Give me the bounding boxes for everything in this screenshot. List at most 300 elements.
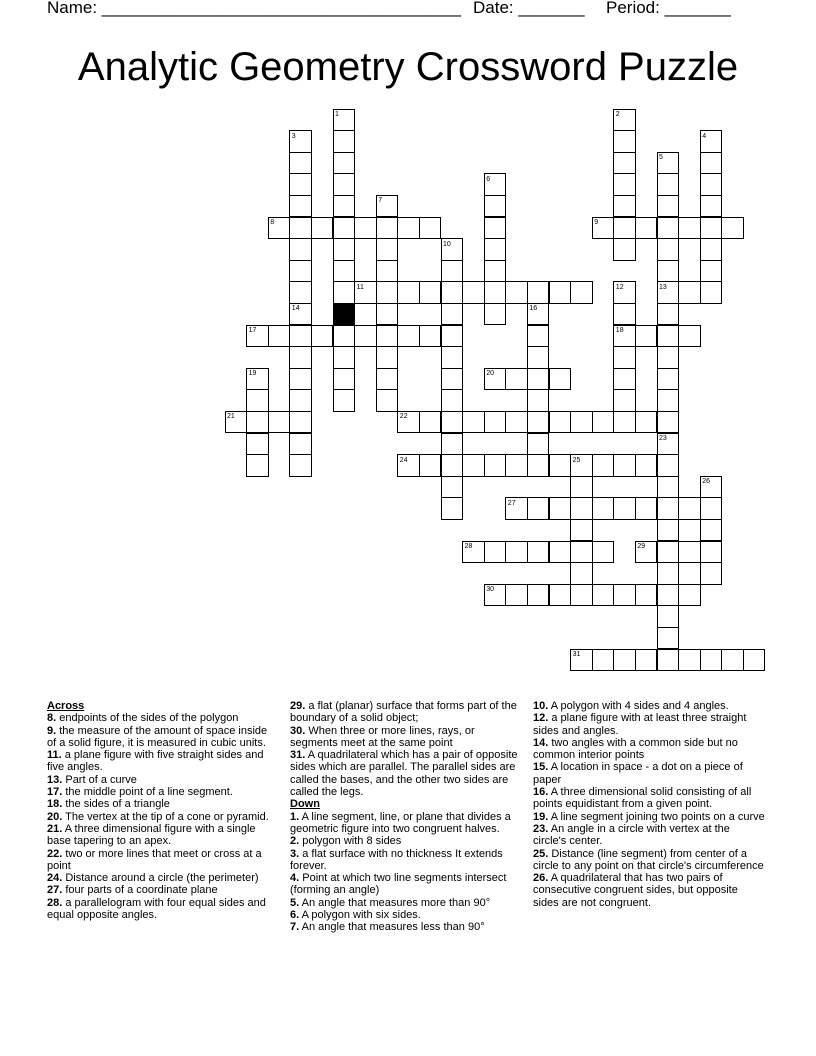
grid-cell[interactable] bbox=[505, 411, 528, 434]
period-field[interactable]: Period: _______ bbox=[606, 0, 731, 17]
grid-cell[interactable] bbox=[289, 281, 312, 304]
grid-cell[interactable] bbox=[613, 238, 636, 261]
grid-cell[interactable] bbox=[484, 454, 507, 477]
down-clue bbox=[290, 872, 522, 897]
grid-cell[interactable] bbox=[527, 433, 550, 456]
clue-number: 13 bbox=[659, 283, 667, 291]
grid-cell[interactable] bbox=[678, 217, 701, 240]
grid-cell[interactable] bbox=[613, 303, 636, 326]
across-clue bbox=[47, 884, 279, 896]
grid-cell[interactable] bbox=[311, 217, 334, 240]
across-clue bbox=[47, 872, 279, 884]
clue-text: A polygon with six sides. bbox=[299, 909, 421, 922]
clue-number: 2 bbox=[615, 111, 620, 118]
grid-cell[interactable] bbox=[700, 173, 723, 196]
clue-num: 7. bbox=[290, 921, 300, 934]
grid-cell[interactable] bbox=[635, 649, 658, 672]
grid-cell[interactable] bbox=[484, 238, 507, 261]
grid-cell[interactable] bbox=[743, 649, 766, 672]
grid-cell[interactable] bbox=[657, 476, 680, 499]
clue-num: 12. bbox=[533, 712, 549, 725]
clue-number: 4 bbox=[702, 132, 707, 140]
grid-cell[interactable] bbox=[700, 519, 723, 542]
grid-cell[interactable] bbox=[376, 238, 399, 261]
grid-cell[interactable] bbox=[635, 325, 658, 348]
across-heading: Across bbox=[47, 700, 85, 712]
grid-cell[interactable] bbox=[246, 389, 269, 412]
clue-num: 21. bbox=[47, 822, 63, 835]
clue-text: A quadrilateral which has a pair of opposite sides which are parallel. The parallel sides are called the bases, and the other two sides are called the legs. bbox=[290, 749, 518, 799]
grid-cell[interactable] bbox=[613, 195, 636, 218]
grid-cell[interactable] bbox=[657, 562, 680, 585]
grid-cell[interactable] bbox=[289, 217, 312, 240]
grid-cell[interactable] bbox=[333, 281, 356, 304]
clue-num: 13. bbox=[47, 773, 63, 786]
clue-text: Part of a curve bbox=[62, 773, 137, 786]
clue-text: a plane figure with five straight sides and five angles. bbox=[47, 749, 264, 774]
clue-text: a flat (planar) surface that forms part of the boundary of a solid object; bbox=[290, 700, 517, 725]
clue-text: A three dimensional figure with a single base tapering to an apex. bbox=[47, 822, 256, 848]
grid-cell[interactable] bbox=[592, 454, 615, 477]
grid-cell[interactable] bbox=[441, 281, 464, 304]
grid-cell[interactable] bbox=[592, 411, 615, 434]
clue-num: 20. bbox=[47, 810, 63, 823]
clue-num: 2. bbox=[290, 835, 300, 848]
grid-cell[interactable] bbox=[376, 260, 399, 283]
grid-cell[interactable] bbox=[289, 238, 312, 261]
down-clue bbox=[533, 761, 765, 786]
grid-cell[interactable] bbox=[592, 649, 615, 672]
clue-num: 19. bbox=[533, 810, 549, 823]
grid-cell[interactable] bbox=[592, 497, 615, 520]
clue-text: An angle that measures less than 90° bbox=[299, 921, 485, 934]
grid-cell[interactable] bbox=[376, 346, 399, 369]
grid-cell[interactable] bbox=[289, 433, 312, 456]
grid-cell[interactable] bbox=[419, 411, 442, 434]
grid-cell[interactable] bbox=[441, 433, 464, 456]
grid-cell[interactable] bbox=[527, 541, 550, 564]
grid-cell[interactable] bbox=[549, 454, 572, 477]
grid-cell[interactable] bbox=[527, 411, 550, 434]
across-clue bbox=[47, 848, 279, 873]
clue-column-1 bbox=[47, 700, 279, 921]
grid-cell[interactable] bbox=[376, 281, 399, 304]
clue-number: 26 bbox=[702, 478, 710, 486]
clue-number: 9 bbox=[594, 219, 599, 226]
grid-cell[interactable] bbox=[700, 217, 723, 240]
clue-text: a plane figure with at least three straight sides and angles. bbox=[533, 712, 747, 737]
grid-cell[interactable] bbox=[657, 605, 680, 628]
grid-cell[interactable] bbox=[376, 303, 399, 326]
across-clue bbox=[290, 749, 522, 798]
clue-number: 20 bbox=[486, 370, 494, 378]
clue-text: An angle in a circle with vertex at the circle's center. bbox=[533, 822, 730, 848]
clue-text: four parts of a coordinate plane bbox=[62, 884, 218, 897]
grid-cell[interactable] bbox=[246, 411, 269, 434]
grid-cell[interactable] bbox=[505, 584, 528, 607]
grid-cell[interactable] bbox=[657, 497, 680, 520]
grid-cell[interactable] bbox=[613, 411, 636, 434]
grid-cell[interactable] bbox=[527, 584, 550, 607]
clue-text: When three or more lines, rays, or segments meet at the same point bbox=[290, 724, 475, 749]
grid-cell[interactable] bbox=[592, 541, 615, 564]
grid-cell[interactable] bbox=[657, 389, 680, 412]
clue-text: Distance around a circle (the perimeter) bbox=[62, 872, 259, 885]
grid-cell[interactable] bbox=[657, 325, 680, 348]
grid-cell[interactable] bbox=[419, 454, 442, 477]
grid-cell[interactable] bbox=[333, 173, 356, 196]
down-clue bbox=[290, 835, 522, 847]
clue-text: A location in space - a dot on a piece of paper bbox=[533, 761, 743, 786]
across-clue bbox=[47, 774, 279, 786]
grid-cell[interactable] bbox=[657, 173, 680, 196]
clue-number: 22 bbox=[399, 413, 408, 421]
across-clue bbox=[290, 700, 522, 725]
grid-cell[interactable] bbox=[505, 541, 528, 564]
grid-cell[interactable] bbox=[721, 217, 744, 240]
grid-cell[interactable] bbox=[505, 281, 528, 304]
grid-cell[interactable] bbox=[397, 281, 420, 304]
grid-cell[interactable] bbox=[657, 584, 680, 607]
grid-cell[interactable] bbox=[700, 541, 723, 564]
down-clue bbox=[533, 848, 765, 873]
grid-cell[interactable] bbox=[700, 260, 723, 283]
grid-cell[interactable] bbox=[678, 649, 701, 672]
grid-cell[interactable] bbox=[657, 649, 680, 672]
grid-cell[interactable] bbox=[333, 152, 356, 175]
grid-cell[interactable] bbox=[289, 195, 312, 218]
grid-cell[interactable] bbox=[657, 368, 680, 391]
grid-cell[interactable] bbox=[484, 411, 507, 434]
grid-cell[interactable] bbox=[289, 346, 312, 369]
grid-cell[interactable] bbox=[613, 649, 636, 672]
clue-num: 4. bbox=[290, 872, 300, 885]
clue-text: A line segment, line, or plane that divides a geometric figure into two congruent halves. bbox=[290, 810, 511, 835]
grid-cell[interactable] bbox=[333, 238, 356, 261]
grid-cell[interactable] bbox=[376, 368, 399, 391]
across-clue bbox=[47, 749, 279, 774]
grid-cell[interactable] bbox=[700, 497, 723, 520]
grid-cell[interactable] bbox=[484, 217, 507, 240]
down-clue bbox=[533, 823, 765, 848]
clue-number: 24 bbox=[399, 456, 408, 464]
grid-cell[interactable] bbox=[613, 130, 636, 153]
clue-text: An angle that measures more than 90° bbox=[299, 896, 491, 909]
clue-num: 29. bbox=[290, 700, 306, 712]
page-title: Analytic Geometry Crossword Puzzle bbox=[77, 45, 739, 89]
grid-cell[interactable] bbox=[657, 411, 680, 434]
grid-cell[interactable] bbox=[441, 260, 464, 283]
grid-cell[interactable] bbox=[333, 130, 356, 153]
clue-num: 22. bbox=[47, 847, 63, 860]
across-clue bbox=[47, 725, 279, 750]
grid-cell[interactable] bbox=[419, 217, 442, 240]
clue-text: polygon with 8 sides bbox=[299, 835, 402, 848]
clue-num: 10. bbox=[533, 700, 549, 712]
grid-cell[interactable] bbox=[700, 562, 723, 585]
grid-cell[interactable] bbox=[635, 454, 658, 477]
clue-num: 23. bbox=[533, 822, 549, 835]
grid-cell[interactable] bbox=[441, 476, 464, 499]
grid-cell[interactable] bbox=[570, 476, 593, 499]
grid-cell[interactable] bbox=[613, 454, 636, 477]
grid-cell[interactable] bbox=[657, 238, 680, 261]
clue-number: 5 bbox=[659, 154, 663, 162]
grid-cell[interactable] bbox=[570, 519, 593, 542]
grid-cell[interactable] bbox=[441, 411, 464, 434]
grid-cell[interactable] bbox=[613, 368, 636, 391]
clue-number: 16 bbox=[529, 305, 538, 313]
clue-text: two or more lines that meet or cross at a point bbox=[47, 847, 262, 872]
clue-number: 8 bbox=[270, 219, 275, 226]
down-clue bbox=[290, 811, 522, 836]
clue-number: 25 bbox=[572, 456, 581, 464]
across-clue bbox=[47, 811, 279, 823]
clue-number: 27 bbox=[507, 499, 516, 507]
clue-number: 31 bbox=[572, 651, 581, 658]
grid-cell[interactable] bbox=[289, 325, 312, 348]
grid-cell[interactable] bbox=[246, 433, 269, 456]
across-clue bbox=[47, 798, 279, 810]
clue-text: A quadrilateral that has two pairs of consecutive congruent sides, but opposite sides are not congruent. bbox=[533, 872, 738, 909]
grid-cell[interactable] bbox=[657, 217, 680, 240]
grid-cell[interactable] bbox=[441, 325, 464, 348]
clue-text: Point at which two line segments intersect (forming an angle) bbox=[290, 872, 507, 897]
grid-cell[interactable] bbox=[268, 325, 291, 348]
clue-number: 28 bbox=[464, 543, 473, 550]
grid-cell[interactable] bbox=[484, 303, 507, 326]
clue-column-3 bbox=[533, 700, 765, 909]
down-clue bbox=[290, 909, 522, 921]
grid-cell[interactable] bbox=[441, 389, 464, 412]
grid-cell[interactable] bbox=[700, 649, 723, 672]
grid-cell[interactable] bbox=[549, 541, 572, 564]
clue-num: 6. bbox=[290, 909, 300, 922]
grid-cell[interactable] bbox=[613, 152, 636, 175]
grid-cell[interactable] bbox=[376, 217, 399, 240]
grid-cell[interactable] bbox=[289, 152, 312, 175]
clue-text: A line segment joining two points on a curve bbox=[548, 810, 765, 823]
grid-cell[interactable] bbox=[376, 389, 399, 412]
grid-cell[interactable] bbox=[333, 195, 356, 218]
grid-cell[interactable] bbox=[289, 389, 312, 412]
grid-cell[interactable] bbox=[441, 454, 464, 477]
across-clue bbox=[47, 897, 279, 922]
grid-cell[interactable] bbox=[549, 281, 572, 304]
grid-cell[interactable] bbox=[333, 368, 356, 391]
grid-cell[interactable] bbox=[570, 497, 593, 520]
grid-cell[interactable] bbox=[289, 454, 312, 477]
clue-number: 11 bbox=[356, 283, 364, 291]
grid-cell[interactable] bbox=[570, 541, 593, 564]
grid-cell[interactable] bbox=[613, 346, 636, 369]
across-clue bbox=[290, 725, 522, 750]
clue-num: 28. bbox=[47, 896, 63, 909]
date-field[interactable]: Date: _______ bbox=[473, 0, 585, 17]
grid-cell[interactable] bbox=[397, 325, 420, 348]
grid-cell[interactable] bbox=[505, 368, 528, 391]
grid-cell[interactable] bbox=[333, 346, 356, 369]
grid-cell[interactable] bbox=[678, 497, 701, 520]
grid-cell[interactable] bbox=[700, 281, 723, 304]
grid-cell[interactable] bbox=[527, 497, 550, 520]
grid-cell[interactable] bbox=[613, 389, 636, 412]
grid-cell[interactable] bbox=[657, 454, 680, 477]
grid-cell[interactable] bbox=[721, 649, 744, 672]
grid-cell[interactable] bbox=[635, 217, 658, 240]
grid-cell[interactable] bbox=[397, 217, 420, 240]
grid-cell[interactable] bbox=[657, 303, 680, 326]
down-clue bbox=[533, 737, 765, 762]
clue-num: 27. bbox=[47, 884, 63, 897]
clue-num: 15. bbox=[533, 761, 549, 774]
grid-cell[interactable] bbox=[462, 411, 485, 434]
grid-cell[interactable] bbox=[657, 541, 680, 564]
grid-cell[interactable] bbox=[700, 152, 723, 175]
clue-num: 5. bbox=[290, 896, 300, 909]
down-clue bbox=[290, 921, 522, 933]
grid-cell[interactable] bbox=[333, 389, 356, 412]
clue-num: 11. bbox=[47, 749, 62, 762]
clue-number: 12 bbox=[615, 283, 624, 291]
grid-cell[interactable] bbox=[246, 454, 269, 477]
grid-cell[interactable] bbox=[700, 195, 723, 218]
grid-cell[interactable] bbox=[657, 627, 680, 650]
grid-cell[interactable] bbox=[441, 368, 464, 391]
grid-cell[interactable] bbox=[441, 497, 464, 520]
clue-num: 24. bbox=[47, 872, 63, 885]
down-clue bbox=[290, 848, 522, 873]
name-field[interactable]: Name: ______________________________________ bbox=[47, 0, 462, 17]
grid-cell[interactable] bbox=[678, 584, 701, 607]
grid-cell[interactable] bbox=[527, 325, 550, 348]
grid-cell[interactable] bbox=[592, 584, 615, 607]
grid-cell[interactable] bbox=[657, 195, 680, 218]
clue-text: Distance (line segment) from center of a circle to any point on that circle's circumference bbox=[533, 847, 764, 872]
grid-cell[interactable] bbox=[657, 346, 680, 369]
grid-cell[interactable] bbox=[570, 281, 593, 304]
grid-cell[interactable] bbox=[419, 281, 442, 304]
grid-cell[interactable] bbox=[289, 411, 312, 434]
across-clue bbox=[47, 823, 279, 848]
grid-cell[interactable] bbox=[635, 411, 658, 434]
grid-cell[interactable] bbox=[289, 368, 312, 391]
grid-cell[interactable] bbox=[462, 454, 485, 477]
clue-number: 18 bbox=[615, 327, 624, 334]
clue-number: 10 bbox=[443, 240, 451, 248]
clue-text: the sides of a triangle bbox=[62, 798, 170, 811]
clue-number: 1 bbox=[335, 111, 339, 118]
grid-cell[interactable] bbox=[333, 217, 356, 240]
grid-cell[interactable] bbox=[484, 260, 507, 283]
grid-cell[interactable] bbox=[549, 584, 572, 607]
clue-num: 17. bbox=[47, 786, 63, 799]
grid-cell[interactable] bbox=[678, 281, 701, 304]
grid-cell[interactable] bbox=[635, 497, 658, 520]
down-clue bbox=[533, 700, 765, 712]
grid-cell[interactable] bbox=[333, 325, 356, 348]
clue-text: the middle point of a line segment. bbox=[62, 786, 233, 799]
grid-cell[interactable] bbox=[354, 217, 377, 240]
clue-number: 30 bbox=[486, 586, 494, 594]
grid-cell[interactable] bbox=[289, 260, 312, 283]
grid-cell[interactable] bbox=[657, 260, 680, 283]
clue-number: 19 bbox=[248, 370, 257, 378]
grid-cell[interactable] bbox=[678, 325, 701, 348]
clue-text: a parallelogram with four equal sides and equal opposite angles. bbox=[47, 896, 266, 922]
clue-num: 26. bbox=[533, 872, 549, 885]
grid-cell[interactable] bbox=[441, 303, 464, 326]
grid-cell[interactable] bbox=[657, 519, 680, 542]
grid-cell[interactable] bbox=[527, 389, 550, 412]
clue-number: 23 bbox=[659, 435, 667, 442]
down-heading: Down bbox=[290, 798, 320, 811]
grid-cell[interactable] bbox=[484, 541, 507, 564]
grid-cell[interactable] bbox=[527, 368, 550, 391]
grid-cell[interactable] bbox=[549, 497, 572, 520]
grid-cell[interactable] bbox=[613, 217, 636, 240]
clue-num: 31. bbox=[290, 749, 306, 762]
grid-cell[interactable] bbox=[505, 454, 528, 477]
grid-cell[interactable] bbox=[419, 325, 442, 348]
grid-cell[interactable] bbox=[527, 454, 550, 477]
clue-text: A three dimensional solid consisting of all points equidistant from a given point. bbox=[533, 786, 752, 811]
grid-cell[interactable] bbox=[678, 541, 701, 564]
down-clue bbox=[533, 712, 765, 737]
clue-number: 29 bbox=[637, 543, 646, 550]
grid-cell[interactable] bbox=[289, 173, 312, 196]
grid-cell[interactable] bbox=[484, 281, 507, 304]
clue-number: 17 bbox=[248, 327, 257, 334]
clue-num: 3. bbox=[290, 847, 300, 860]
clue-num: 8. bbox=[47, 712, 57, 725]
grid-cell[interactable] bbox=[613, 497, 636, 520]
grid-cell[interactable] bbox=[613, 584, 636, 607]
grid-cell[interactable] bbox=[527, 281, 550, 304]
grid-cell[interactable] bbox=[549, 411, 572, 434]
grid-cell[interactable] bbox=[462, 281, 485, 304]
clue-num: 1. bbox=[290, 810, 300, 823]
down-clue bbox=[290, 897, 522, 909]
clue-num: 9. bbox=[47, 724, 57, 737]
grid-cell[interactable] bbox=[570, 562, 593, 585]
down-clue bbox=[533, 786, 765, 811]
grid-cell[interactable] bbox=[635, 584, 658, 607]
grid-cell[interactable] bbox=[613, 173, 636, 196]
grid-cell[interactable] bbox=[268, 411, 291, 434]
clue-number: 21 bbox=[227, 413, 235, 421]
grid-cell[interactable] bbox=[311, 325, 334, 348]
across-clue bbox=[47, 712, 279, 724]
down-clue bbox=[533, 811, 765, 823]
grid-cell[interactable] bbox=[333, 260, 356, 283]
clue-num: 25. bbox=[533, 847, 549, 860]
grid-cell[interactable] bbox=[376, 325, 399, 348]
grid-cell[interactable] bbox=[354, 325, 377, 348]
grid-cell[interactable] bbox=[700, 238, 723, 261]
grid-cell[interactable] bbox=[570, 411, 593, 434]
clue-column-2 bbox=[290, 700, 522, 934]
grid-cell[interactable] bbox=[527, 346, 550, 369]
down-clue bbox=[533, 872, 765, 909]
clue-text: two angles with a common side but no common interior points bbox=[533, 736, 738, 762]
grid-cell[interactable] bbox=[549, 368, 572, 391]
clue-number: 3 bbox=[291, 132, 296, 140]
grid-cell[interactable] bbox=[441, 346, 464, 369]
grid-cell[interactable] bbox=[570, 584, 593, 607]
clue-num: 30. bbox=[290, 724, 306, 737]
grid-cell[interactable] bbox=[484, 195, 507, 218]
